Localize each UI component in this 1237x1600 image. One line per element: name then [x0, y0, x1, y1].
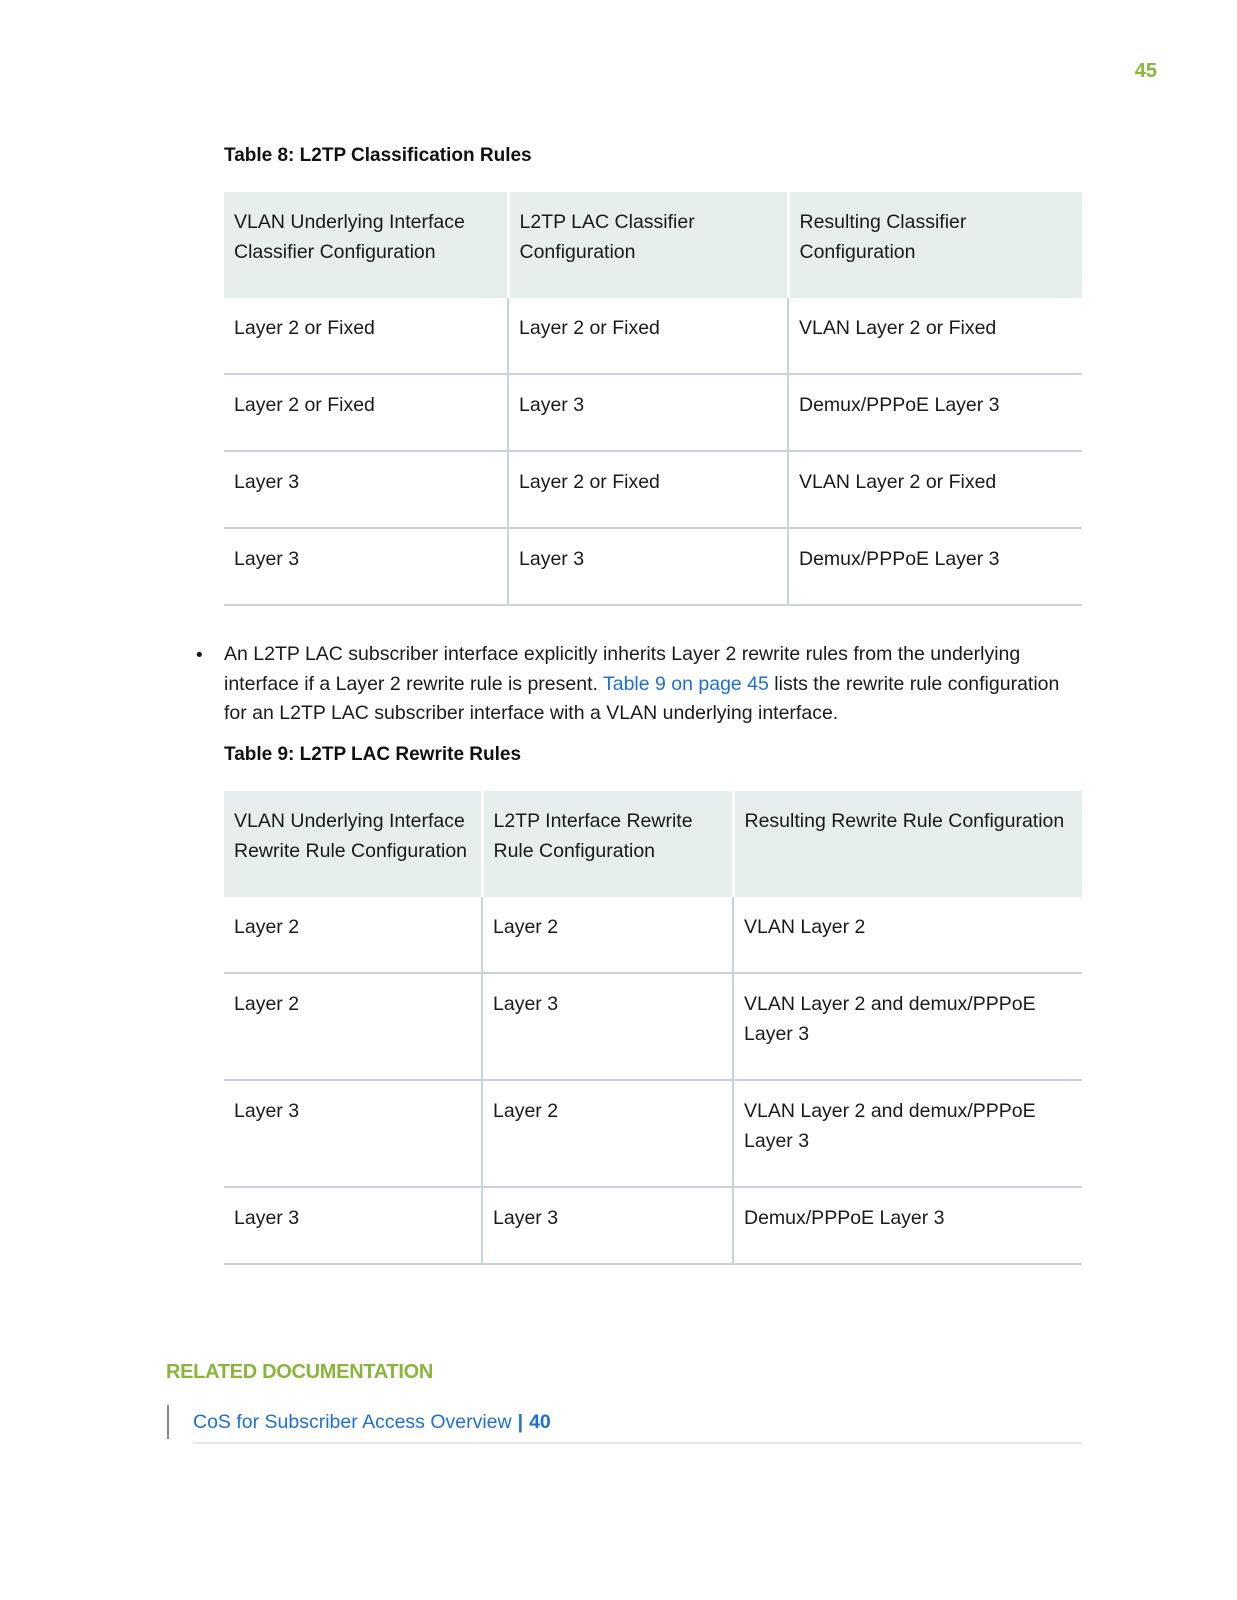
related-item-page-link[interactable]: 40 [529, 1411, 551, 1433]
table-cell: Layer 3 [224, 451, 508, 528]
related-item-divider [193, 1442, 1082, 1444]
table-cell: Layer 3 [508, 528, 788, 605]
table-cell: Demux/PPPoE Layer 3 [733, 1187, 1082, 1264]
table-8-caption: Table 8: L2TP Classification Rules [224, 145, 532, 166]
table-cell: Layer 3 [224, 528, 508, 605]
table-cell: Layer 3 [482, 973, 733, 1080]
table-row [224, 298, 1082, 374]
table-row [224, 1080, 1082, 1187]
bullet-text-after: lists the rewrite rule configuration for an L2TP LAC subscriber interface with a VLAN underlying interface. [224, 672, 1060, 724]
table-row [224, 1187, 1082, 1264]
table-cell: Layer 3 [482, 1187, 733, 1264]
table-cell: Layer 3 [508, 374, 788, 451]
table-cell: Layer 2 [482, 1080, 733, 1187]
related-documentation-heading: RELATED DOCUMENTATION [166, 1361, 434, 1383]
table-9 [224, 791, 1082, 1265]
table-cell: Layer 2 [482, 897, 733, 973]
table-row [224, 451, 1082, 528]
table-cell: Layer 2 or Fixed [224, 374, 508, 451]
table-cell: Layer 3 [224, 1080, 482, 1187]
table-cell: VLAN Layer 2 and demux/PPPoE Layer 3 [733, 1080, 1082, 1187]
table-header-cell: L2TP LAC Classifier Configuration [508, 192, 788, 298]
table-cell: Demux/PPPoE Layer 3 [788, 374, 1082, 451]
table-header-cell: Resulting Rewrite Rule Configuration [733, 791, 1082, 897]
table-row [224, 528, 1082, 605]
page-number: 45 [1134, 60, 1157, 82]
table-header-cell: L2TP Interface Rewrite Rule Configuration [482, 791, 733, 897]
table-row [224, 897, 1082, 973]
related-item-bar [167, 1405, 169, 1439]
table-header-row [224, 192, 1082, 298]
table-header-cell: Resulting Classifier Configuration [788, 192, 1082, 298]
bullet-icon: • [196, 645, 203, 666]
table-header-row [224, 791, 1082, 897]
bullet-paragraph [224, 640, 1084, 729]
table-9-caption: Table 9: L2TP LAC Rewrite Rules [224, 744, 522, 765]
related-item-link[interactable]: CoS for Subscriber Access Overview [193, 1411, 512, 1433]
table-cell: Layer 3 [224, 1187, 482, 1264]
table-cell: Demux/PPPoE Layer 3 [788, 528, 1082, 605]
table-cell: Layer 2 or Fixed [508, 298, 788, 374]
related-item [193, 1407, 551, 1437]
table-cell: Layer 2 [224, 973, 482, 1080]
table-cell: VLAN Layer 2 [733, 897, 1082, 973]
bullet-text-before: An L2TP LAC subscriber interface explicitly inherits Layer 2 rewrite rules from the underlying interface if a Layer 2 rewrite rule is present. [224, 643, 1021, 695]
table-cell: VLAN Layer 2 or Fixed [788, 451, 1082, 528]
table-cell: VLAN Layer 2 or Fixed [788, 298, 1082, 374]
table-row [224, 973, 1082, 1080]
table-cell: Layer 2 [224, 897, 482, 973]
table-row [224, 374, 1082, 451]
table-cell: Layer 2 or Fixed [508, 451, 788, 528]
table-header-cell: VLAN Underlying Interface Classifier Configuration [224, 192, 508, 298]
table-header-cell: VLAN Underlying Interface Rewrite Rule Configuration [224, 791, 482, 897]
related-item-separator: | [517, 1411, 524, 1433]
table-9-link[interactable]: Table 9 on page 45 [602, 672, 769, 695]
table-cell: Layer 2 or Fixed [224, 298, 508, 374]
table-8 [224, 192, 1082, 606]
table-cell: VLAN Layer 2 and demux/PPPoE Layer 3 [733, 973, 1082, 1080]
